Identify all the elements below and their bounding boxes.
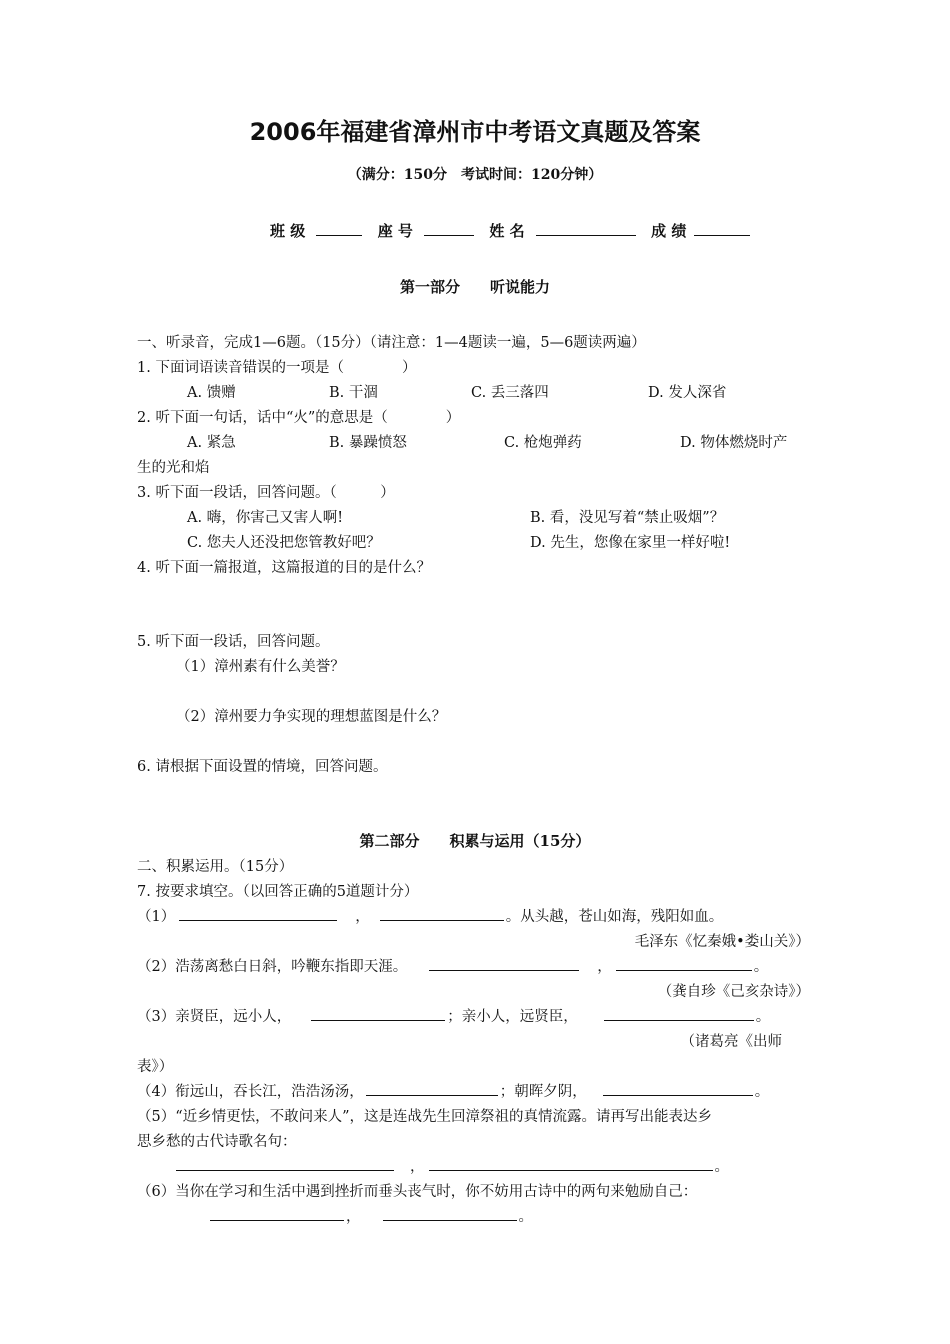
q2-option-c[interactable]: C. 枪炮弹药 xyxy=(504,435,582,451)
fill1-mid: ， xyxy=(355,909,370,925)
fill4-blank-1[interactable] xyxy=(366,1081,498,1096)
q3-option-b[interactable]: B. 看，没见写着“禁止吸烟”？ xyxy=(530,510,725,526)
fill5-mid: ， xyxy=(410,1159,425,1175)
fill5-wrap: 思乡愁的古代诗歌名句： xyxy=(137,1134,297,1150)
q4-stem: 4. 听下面一篇报道，这篇报道的目的是什么？ xyxy=(137,560,431,576)
score-label: 成 绩 xyxy=(651,222,687,240)
fill2-blank-1[interactable] xyxy=(429,956,579,971)
fill3-blank-2[interactable] xyxy=(604,1006,754,1021)
fill6-end: 。 xyxy=(518,1209,533,1225)
section1-instruction: 一、听录音，完成1—6题。（15分）（请注意：1—4题读一遍，5—6题读两遍） xyxy=(137,335,646,351)
fill5-blank-2[interactable] xyxy=(429,1156,713,1171)
q2-option-d-wrap: 生的光和焰 xyxy=(137,460,210,476)
fill3-source: （诸葛亮《出师 xyxy=(680,1034,782,1050)
fill2-text: （2）浩荡离愁白日斜，吟鞭东指即天涯。 xyxy=(137,959,408,975)
q1-option-b[interactable]: B. 干涸 xyxy=(329,385,378,401)
q2-option-a[interactable]: A. 紧急 xyxy=(187,435,236,451)
fill1-prefix: （1） xyxy=(137,909,176,925)
score-blank[interactable] xyxy=(694,221,750,236)
fill4-end: 。 xyxy=(754,1084,770,1100)
q2-option-d[interactable]: D. 物体燃烧时产 xyxy=(680,435,788,451)
name-blank[interactable] xyxy=(536,221,636,236)
q1-stem: 1. 下面词语读音错误的一项是（ ） xyxy=(137,360,417,376)
page-title: 2006年福建省漳州市中考语文真题及答案 xyxy=(249,118,701,146)
fill2-source: （龚自珍《己亥杂诗》） xyxy=(657,984,810,1000)
fill5-blank-1[interactable] xyxy=(176,1156,394,1171)
q3-option-d[interactable]: D. 先生，您像在家里一样好啦! xyxy=(530,535,731,551)
fill4-line xyxy=(137,1080,769,1101)
fill6-mid: ， xyxy=(346,1209,361,1225)
fill6-blank-1[interactable] xyxy=(210,1206,344,1221)
fill3-source-wrap: 表》） xyxy=(137,1059,174,1075)
fill6-text: （6）当你在学习和生活中遇到挫折而垂头丧气时，你不妨用古诗中的两句来勉励自己： xyxy=(137,1184,698,1200)
fill5-text: （5）“近乡情更怯，不敢问来人”，这是连战先生回漳祭祖的真情流露。请再写出能表达乡 xyxy=(137,1109,713,1125)
q3-option-a[interactable]: A. 嗨，你害己又害人啊! xyxy=(187,510,344,526)
fill3-blank-1[interactable] xyxy=(311,1006,445,1021)
fill1-blank-2[interactable] xyxy=(380,906,504,921)
seat-blank[interactable] xyxy=(424,221,474,236)
fill2-line xyxy=(137,955,768,976)
fill2-blank-2[interactable] xyxy=(616,956,752,971)
fill1-line xyxy=(137,905,723,926)
fill3-end: 。 xyxy=(755,1009,771,1025)
part2-heading: 第二部分 积累与运用（15分） xyxy=(359,832,591,850)
class-blank[interactable] xyxy=(316,221,362,236)
fill4-blank-2[interactable] xyxy=(603,1081,753,1096)
q6-stem: 6. 请根据下面设置的情境，回答问题。 xyxy=(137,759,388,775)
fill6-blank-2[interactable] xyxy=(383,1206,517,1221)
exam-subtitle: （满分：150分 考试时间：120分钟） xyxy=(347,167,603,183)
q1-option-d[interactable]: D. 发人深省 xyxy=(648,385,727,401)
fill6-answer-line xyxy=(210,1205,533,1226)
q5-stem: 5. 听下面一段话，回答问题。 xyxy=(137,634,330,650)
q2-stem: 2. 听下面一句话，话中“火”的意思是（ ） xyxy=(137,410,461,426)
q7-stem: 7. 按要求填空。（以回答正确的5道题计分） xyxy=(137,884,419,900)
fill4-mid: ；朝晖夕阴， xyxy=(499,1084,587,1100)
fill1-text: 。从头越，苍山如海，残阳如血。 xyxy=(505,909,724,925)
q1-option-c[interactable]: C. 丢三落四 xyxy=(471,385,549,401)
class-label: 班 级 xyxy=(270,222,306,240)
fill2-mid: ， xyxy=(597,959,612,975)
q3-stem: 3. 听下面一段话，回答问题。（ ） xyxy=(137,485,395,501)
fill2-end: 。 xyxy=(753,959,769,975)
fill1-blank-1[interactable] xyxy=(179,906,337,921)
q3-option-c[interactable]: C. 您夫人还没把您管教好吧？ xyxy=(187,535,381,551)
q1-option-a[interactable]: A. 馈赠 xyxy=(187,385,236,401)
fill5-answer-line xyxy=(176,1155,729,1176)
q5-sub1: （1）漳州素有什么美誉？ xyxy=(176,659,345,675)
fill5-end: 。 xyxy=(714,1159,729,1175)
section2-instruction: 二、积累运用。（15分） xyxy=(137,859,294,875)
part1-heading: 第一部分 听说能力 xyxy=(399,278,550,296)
name-label: 姓 名 xyxy=(489,222,525,240)
fill4-text: （4）衔远山，吞长江，浩浩汤汤， xyxy=(137,1084,364,1100)
fill3-line xyxy=(137,1005,770,1026)
fill3-mid: ；亲小人，远贤臣， xyxy=(447,1009,578,1025)
fill1-source: 毛泽东《忆秦娥•娄山关》） xyxy=(634,934,810,950)
info-line xyxy=(270,220,750,241)
q5-sub2: （2）漳州要力争实现的理想蓝图是什么？ xyxy=(176,709,447,725)
seat-label: 座 号 xyxy=(377,222,413,240)
q2-option-b[interactable]: B. 暴躁愤怒 xyxy=(329,435,407,451)
fill3-text: （3）亲贤臣，远小人， xyxy=(137,1009,292,1025)
